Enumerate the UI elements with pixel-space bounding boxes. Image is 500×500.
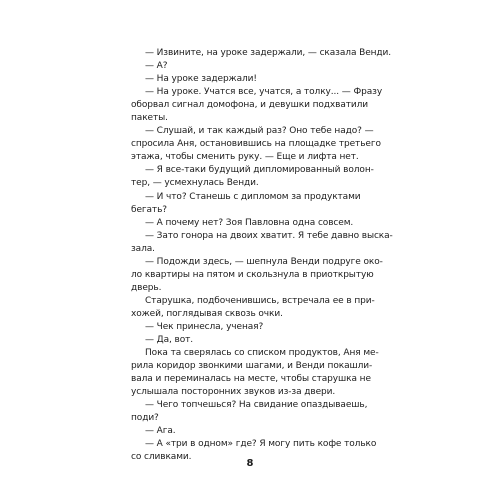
- text-line: — Зато гонора на двоих хватит. Я тебе давно выска-: [145, 230, 393, 241]
- text-line: этажа, чтобы сменить руку. — Еще и лифта нет.: [131, 152, 359, 163]
- text-line: — Я все-таки будущий дипломированный волон-: [145, 165, 374, 176]
- text-line: спросила Аня, остановившись на площадке третьего: [131, 139, 381, 150]
- text-line: — А?: [145, 61, 168, 72]
- text-line: хожей, поглядывая сквозь очки.: [131, 308, 283, 319]
- text-line: оборвал сигнал домофона, и девушки подхватили: [131, 100, 369, 111]
- text-line: зала.: [131, 243, 155, 254]
- text-line: пакеты.: [131, 113, 168, 124]
- text-line: — И что? Станешь с дипломом за продуктами: [145, 191, 361, 202]
- text-line: рила коридор звонкими шагами, и Венди покашли-: [131, 361, 373, 372]
- text-line: — Извините, на уроке задержали, — сказала Венди.: [145, 48, 392, 58]
- text-line: тер, — усмехнулась Венди.: [131, 178, 259, 189]
- text-line: — Подожди здесь, — шепнула Венди подруге око-: [145, 256, 383, 267]
- text-line: — А «три в одном» где? Я могу пить кофе только: [145, 439, 377, 450]
- text-line: ло квартиры на пятом и скользнула в приоткрытую: [131, 269, 374, 280]
- body-text: [131, 47, 393, 465]
- text-line: — Чего топчешься? На свидание опаздываешь,: [145, 400, 368, 411]
- text-line: — Ага.: [145, 426, 176, 437]
- text-line: бегать?: [131, 204, 167, 215]
- page-number: 8: [246, 458, 254, 469]
- text-line: дверь.: [131, 282, 162, 293]
- text-line: — Слушай, и так каждый раз? Оно тебе надо? —: [145, 126, 374, 137]
- text-line: вала и переминалась на месте, чтобы старушка не: [131, 374, 371, 385]
- text-line: — На уроке задержали!: [145, 74, 257, 85]
- text-line: — А почему нет? Зоя Павловна одна совсем.: [145, 217, 354, 228]
- text-line: — Чек принесла, ученая?: [145, 321, 264, 332]
- text-line: — На уроке. Учатся все, учатся, а толку... — Фразу: [145, 87, 383, 98]
- text-line: — Да, вот.: [145, 335, 194, 346]
- text-line: Пока та сверялась со списком продуктов, Аня ме-: [145, 348, 379, 359]
- text-line: поди?: [131, 413, 159, 424]
- text-line: Старушка, подбоченившись, встречала ее в при-: [145, 295, 375, 306]
- text-line: со сливками.: [131, 452, 192, 463]
- text-line: услышала посторонних звуков из-за двери.: [131, 387, 336, 398]
